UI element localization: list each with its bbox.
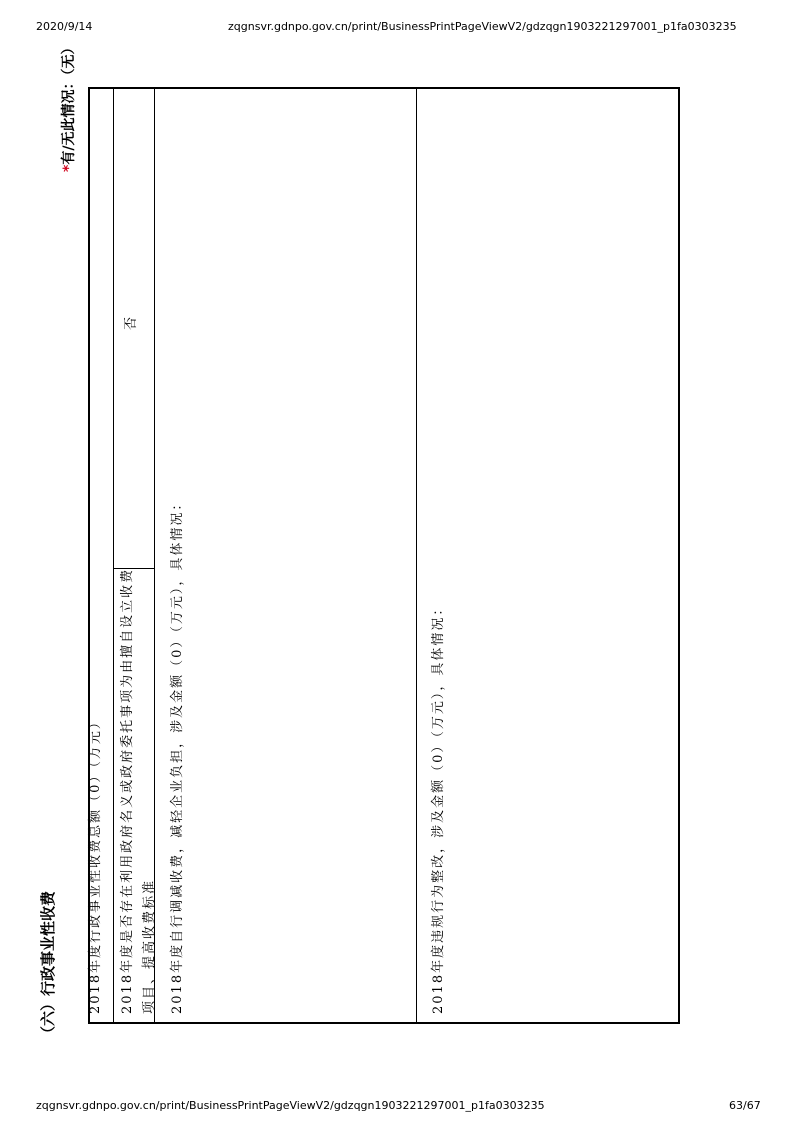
section-title: （六）行政事业性收费 [39,890,57,1041]
violation-rectification-row: 2018年度违规行为整改，涉及金额（0）（万元），具体情况： [431,600,446,1014]
unauthorized-fees-question: 2018年度是否存在利用政府名义或政府委托事项为由擅自设立收费 [120,567,135,1014]
print-footer-url: zqgnsvr.gdnpo.gov.cn/print/BusinessPrintPageViewV2/gdzqgn1903221297001_p1fa0303235 [36,1099,545,1112]
total-fees-row: 2018年度行政事业性收费总额（0）（万元） [88,714,103,1014]
row-divider [113,87,114,1024]
print-date: 2020/9/14 [36,20,93,33]
print-header-url: zqgnsvr.gdnpo.gov.cn/print/BusinessPrintPageViewV2/gdzqgn1903221297001_p1fa0303235 [228,20,737,33]
unauthorized-fees-answer: 否 [124,316,139,330]
situation-note [58,41,78,172]
required-asterisk: * [61,164,77,172]
fee-reduction-row: 2018年度自行调减收费，减轻企业负担，涉及金额（0）（万元），具体情况： [170,495,185,1014]
unauthorized-fees-question-cont: 项目、提高收费标准 [142,878,157,1014]
row-divider [416,87,417,1024]
page-number: 63/67 [729,1099,761,1112]
situation-note-text: 有/无此情况：（无） [61,40,77,165]
